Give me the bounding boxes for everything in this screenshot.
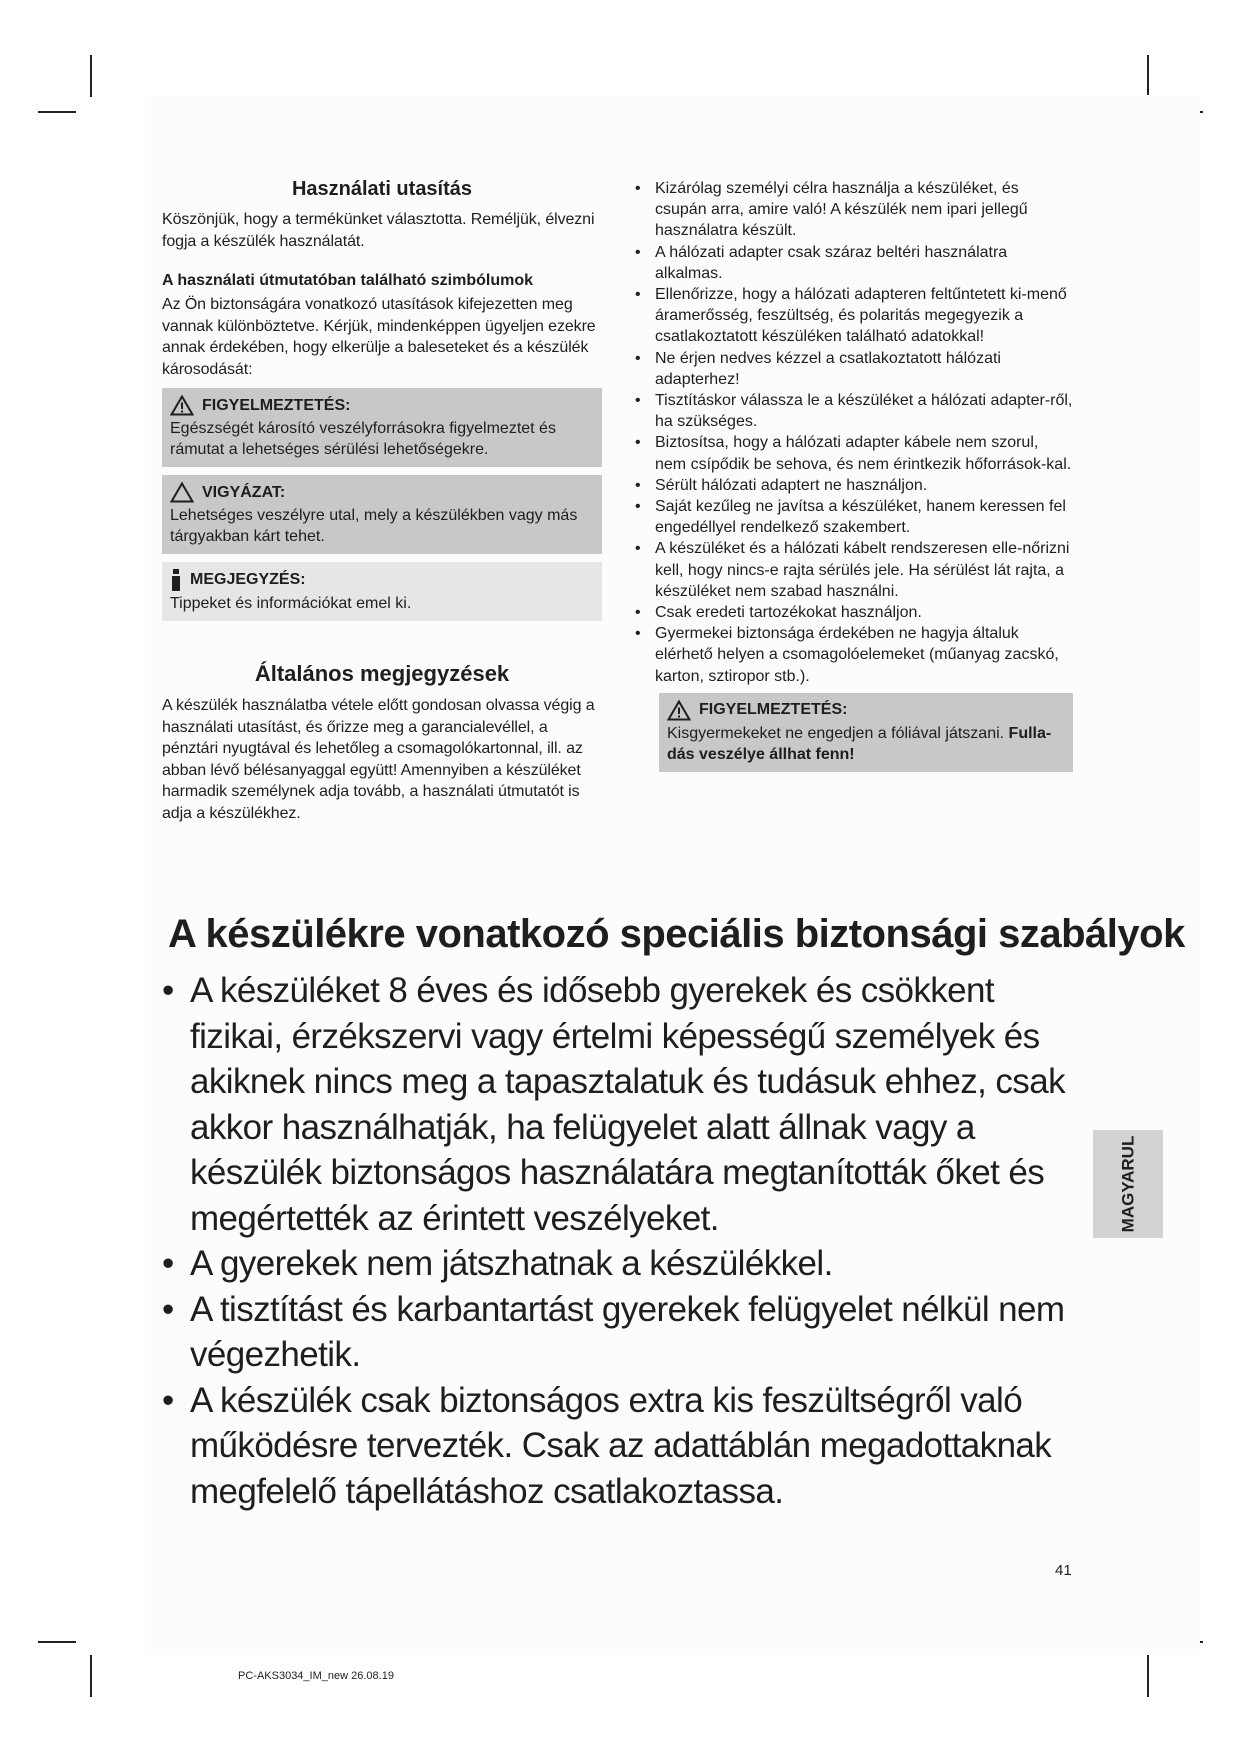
list-item bbox=[633, 496, 1073, 538]
list-item-text: Gyermekei biztonsága érdekében ne hagyja általuk elérhető helyen a csomagolóelemeket (műanyag zacskó, karton, sztiropor stb.). bbox=[655, 625, 1059, 685]
crop-mark bbox=[90, 1655, 92, 1697]
list-item-text: Sérült hálózati adaptert ne használjon. bbox=[655, 476, 928, 494]
warning-triangle-icon bbox=[170, 395, 194, 416]
general-title: Általános megjegyzések bbox=[254, 661, 510, 686]
bullet: • bbox=[162, 1289, 174, 1329]
bullet: • bbox=[635, 540, 641, 558]
crop-mark bbox=[1147, 1655, 1149, 1697]
caution-box bbox=[162, 475, 602, 554]
list-item-text: Tisztításkor válassza le a készüléket a hálózati adapter-ről, ha szükséges. bbox=[655, 392, 1073, 431]
list-item-text: Kizárólag személyi célra használja a készüléket, és csupán arra, amire való! A készülék nem ipari jellegű használatra készült. bbox=[655, 180, 1028, 240]
bullet: • bbox=[635, 498, 641, 516]
footer-code: PC-AKS3034_IM_new 26.08.19 bbox=[238, 1670, 394, 1682]
manual-title: Használati utasítás bbox=[291, 178, 473, 200]
bullet: • bbox=[635, 625, 641, 643]
list-item-text: Biztosítsa, hogy a hálózati adapter kábele nem szorul, nem csípődik be sehova, és nem érintkezik hőforrások-kal. bbox=[655, 434, 1072, 473]
crop-mark bbox=[38, 111, 76, 113]
intro-text: Köszönjük, hogy a termékünket választotta. Reméljük, élvezni fogja a készülék használatát. bbox=[162, 211, 595, 250]
list-item bbox=[633, 623, 1073, 687]
list-item bbox=[633, 242, 1073, 284]
warning-box bbox=[162, 388, 602, 467]
crop-mark bbox=[90, 55, 92, 97]
bullet: • bbox=[635, 180, 641, 197]
caution-text: Lehetséges veszélyre utal, mely a készülékben vagy más tárgyakban kárt tehet. bbox=[170, 507, 578, 545]
list-item-text: A készüléket és a hálózati kábelt rendszeresen elle-nőrizni kell, hogy nincs-e rajta sérülés jele. Ha sérülést lát rajta, a készüléket nem szabad használni. bbox=[655, 540, 1070, 600]
bullet: • bbox=[635, 349, 641, 367]
caution-triangle-icon bbox=[170, 482, 194, 503]
list-item bbox=[633, 284, 1073, 348]
crop-mark bbox=[1147, 55, 1149, 97]
list-item-text: Saját kezűleg ne javítsa a készüléket, hanem keressen fel engedéllyel rendelkező szakembert. bbox=[655, 498, 1066, 537]
list-item-text: Ne érjen nedves kézzel a csatlakoztatott hálózati adapterhez! bbox=[655, 349, 1001, 388]
left-column bbox=[162, 178, 602, 824]
general-text: A készülék használatba vétele előtt gondosan olvassa végig a használati utasítást, és őrizze meg a garancialevéllel, a pénztári nyugtával és lehetőleg a csomagolókartonnal, ill. az abban lévő bélésanyaggal együtt! Amennyiben a készüléket harmadik személynek adja tovább, a használati útmutatót is adja a készülékhez. bbox=[162, 697, 595, 822]
page-number: 41 bbox=[1055, 1562, 1072, 1579]
film-warning-bold: Fulla-dás veszélye állhat fenn! bbox=[667, 724, 1052, 763]
list-item bbox=[160, 968, 1080, 1241]
film-warning-label: FIGYELMEZTETÉS: bbox=[699, 701, 848, 719]
list-item-text: A hálózati adapter csak száraz beltéri használatra alkalmas. bbox=[655, 243, 1008, 282]
caution-label: VIGYÁZAT: bbox=[202, 483, 286, 501]
film-warning-box bbox=[659, 693, 1073, 772]
list-item bbox=[160, 1241, 1080, 1287]
special-safety-list bbox=[160, 968, 1080, 1514]
warning-triangle-icon bbox=[667, 700, 691, 721]
list-item bbox=[633, 390, 1073, 432]
symbols-text: Az Ön biztonságára vonatkozó utasítások kifejezetten meg vannak különböztetve. Kérjük, mindenképpen ügyeljen ezekre annak érdekében, hogy elkerülje a baleseteket és a készülék károsodását: bbox=[162, 296, 596, 378]
list-item-text: Csak eredeti tartozékokat használjon. bbox=[655, 604, 922, 622]
note-label: MEGJEGYZÉS: bbox=[190, 571, 306, 588]
list-item bbox=[160, 1378, 1080, 1515]
list-item bbox=[633, 432, 1073, 474]
right-column bbox=[633, 178, 1073, 772]
special-safety-title: A készülékre vonatkozó speciális biztonsági szabályok bbox=[168, 912, 1185, 956]
film-warning-body bbox=[667, 723, 1065, 765]
list-item-text: A tisztítást és karbantartást gyerekek felügyelet nélkül nem végezhetik. bbox=[190, 1289, 1065, 1374]
language-label: MAGYARUL bbox=[1118, 1135, 1137, 1233]
list-item bbox=[633, 475, 1073, 496]
bullet: • bbox=[635, 392, 641, 410]
bullet: • bbox=[162, 1380, 174, 1420]
list-item bbox=[160, 1287, 1080, 1378]
list-item-text: Ellenőrizze, hogy a hálózati adapteren feltűntetett ki-menő áramerősség, feszültség, és polaritás megegyezik a csatlakoztatott készüléken található adatokkal! bbox=[655, 286, 1067, 346]
list-item bbox=[633, 348, 1073, 390]
crop-mark bbox=[38, 1641, 76, 1643]
language-tab bbox=[1093, 1130, 1163, 1238]
warning-label: FIGYELMEZTETÉS: bbox=[202, 396, 351, 414]
list-item-text: A készüléket 8 éves és idősebb gyerekek és csökkent fizikai, érzékszervi vagy értelmi képességű személyek és akiknek nincs meg a tapasztalatuk és tudásuk ehhez, csak akkor használhatják, ha felügyelet alatt állnak vagy a készülék biztonságos használatára megtanították őket és megértették az érintett veszélyeket. bbox=[190, 971, 1065, 1238]
safety-list bbox=[633, 178, 1073, 687]
bullet: • bbox=[162, 1244, 174, 1283]
list-item bbox=[633, 538, 1073, 602]
bullet: • bbox=[635, 604, 641, 622]
symbols-title: A használati útmutatóban található szimbólumok bbox=[162, 272, 533, 289]
bullet: • bbox=[162, 971, 174, 1010]
film-warning-text: Kisgyermekeket ne engedjen a fóliával játszani. bbox=[667, 724, 1005, 742]
list-item bbox=[633, 602, 1073, 623]
bullet: • bbox=[635, 476, 641, 494]
list-item bbox=[633, 178, 1073, 242]
list-item-text: A gyerekek nem játszhatnak a készülékkel. bbox=[190, 1244, 833, 1283]
warning-text: Egészségét károsító veszélyforrásokra figyelmeztet és rámutat a lehetséges sérülési lehetőségekre. bbox=[170, 420, 556, 458]
list-item-text: A készülék csak biztonságos extra kis feszültségről való működésre tervezték. Csak az adattáblán megadottaknak megfelelő tápellátáshoz csatlakoztassa. bbox=[190, 1380, 1052, 1511]
note-box bbox=[162, 562, 602, 621]
note-text: Tippeket és információkat emel ki. bbox=[170, 595, 412, 612]
bullet: • bbox=[635, 286, 641, 304]
bullet: • bbox=[635, 243, 641, 261]
info-icon bbox=[170, 569, 182, 591]
bullet: • bbox=[635, 434, 641, 452]
